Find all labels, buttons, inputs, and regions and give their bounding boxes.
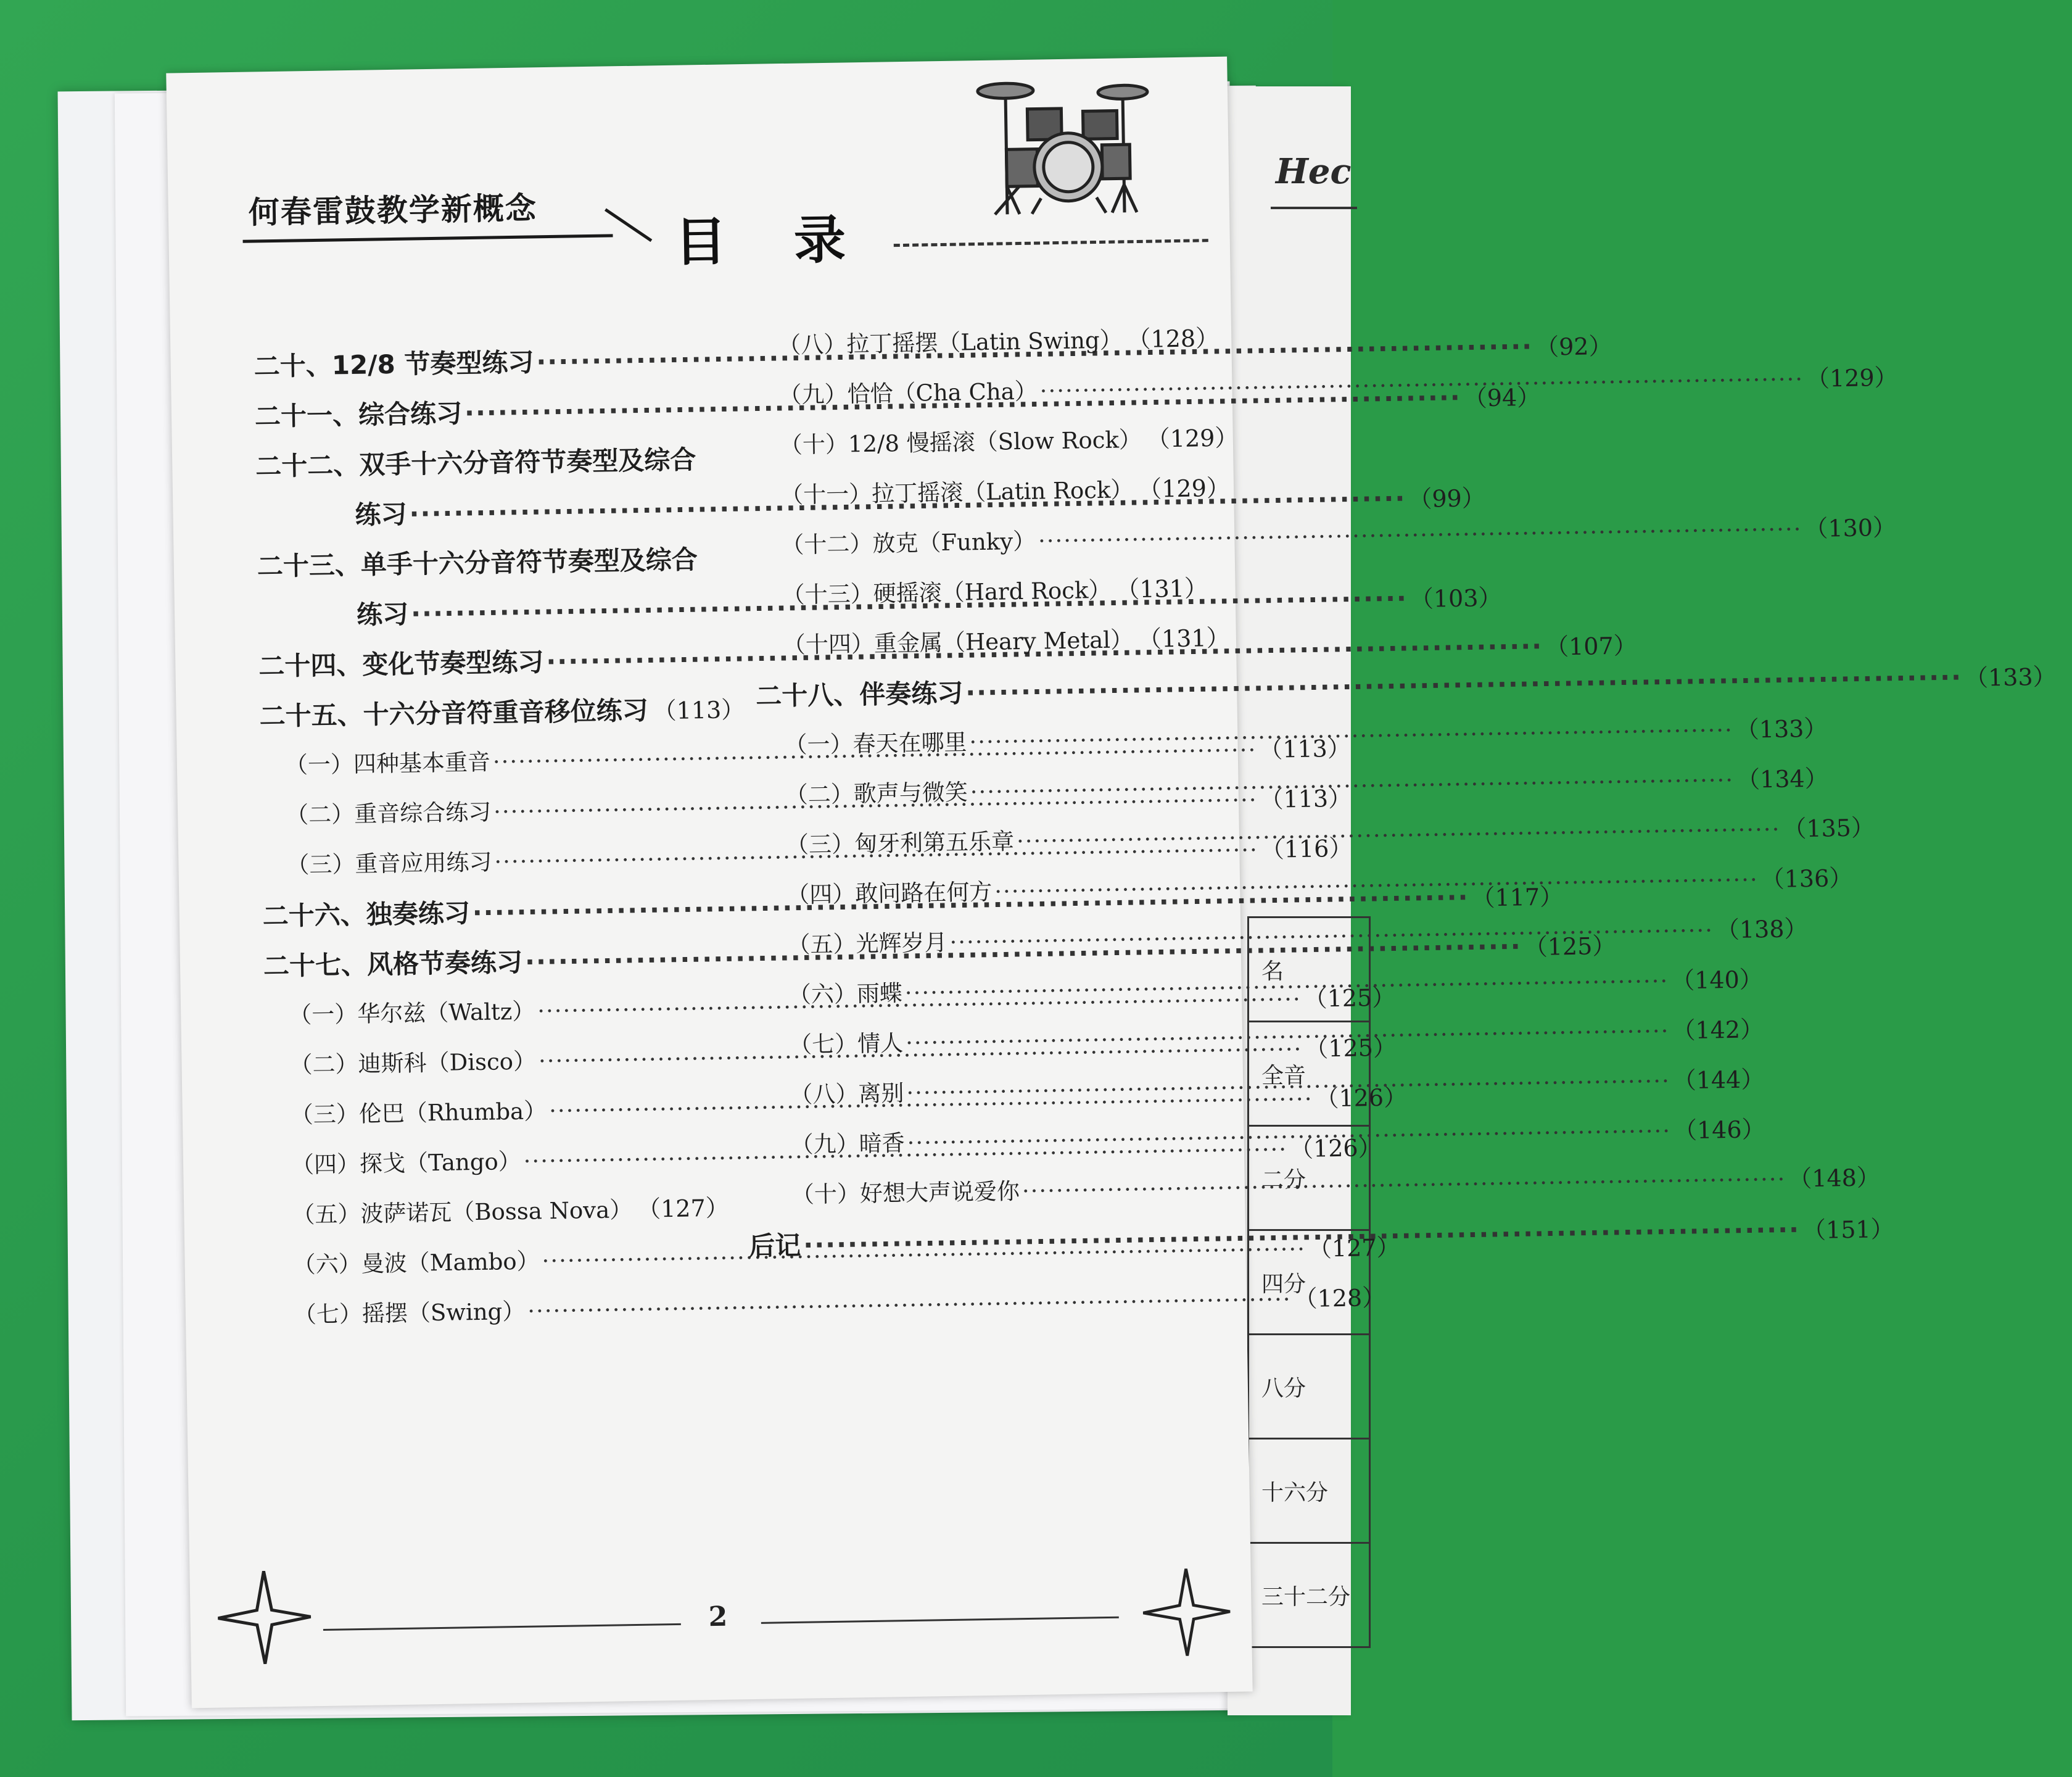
- toc-entry-label: （九）暗香: [790, 1130, 906, 1158]
- toc-entry-page: （136）: [1760, 864, 1853, 893]
- toc-entry-label: （三）伦巴（Rhumba）: [290, 1098, 547, 1129]
- right-table-cell: 名: [1249, 917, 1370, 1022]
- toc-entry: [782, 570, 1208, 610]
- toc-entry-page: （134）: [1736, 764, 1828, 793]
- toc-entry-label: （六）曼波（Mambo）: [292, 1248, 540, 1278]
- footer-rule-right: [761, 1617, 1119, 1624]
- toc-entry-label: （四）敢问路在何方: [786, 878, 993, 909]
- toc-entry-page: （140）: [1670, 966, 1764, 995]
- toc-entry-label: （八）拉丁摇摆（Latin Swing）: [778, 326, 1123, 359]
- toc-entry-page: （135）: [1783, 814, 1875, 843]
- toc-entry-label: （二）重音综合练习: [285, 798, 492, 829]
- toc-entry-page: （107）: [1545, 632, 1638, 661]
- right-table-cell: 十六分: [1249, 1439, 1370, 1543]
- toc-entry-label: （一）华尔兹（Waltz）: [288, 998, 535, 1029]
- toc-entry: [755, 663, 2057, 713]
- toc-entry-label: 二十二、双手十六分音符节奏型及综合: [255, 444, 696, 482]
- toc-entry-page: （125）: [1303, 984, 1396, 1013]
- right-table-cell: 四分: [1249, 1230, 1370, 1335]
- toc-entry-label: 二十、12/8 节奏型练习: [254, 347, 534, 382]
- toc-leader-dots: [965, 662, 1963, 708]
- toc-leader-dots: [1113, 577, 1114, 603]
- toc-leader-dots: [970, 767, 1734, 805]
- footer-rule-left: [323, 1623, 681, 1631]
- toc-entry: [778, 320, 1220, 360]
- toc-entry: [780, 470, 1231, 510]
- toc-entry-page: （126）: [1315, 1083, 1408, 1112]
- toc-entry-page: （94）: [1463, 383, 1541, 412]
- toc-leader-dots: [1038, 516, 1802, 554]
- toc-entry-page: （113）: [1260, 784, 1352, 813]
- toc-entry-label: 二十三、单手十六分音符节奏型及综合: [257, 544, 698, 582]
- right-page-title: Hec: [1276, 151, 1352, 192]
- toc-entry-page: （99）: [1408, 484, 1486, 513]
- toc-entry-page: （133）: [1735, 715, 1828, 744]
- star-decoration-icon: [1140, 1565, 1234, 1659]
- toc-leader-dots: [527, 1286, 1292, 1324]
- toc-entry-page: （113）: [1258, 734, 1352, 763]
- toc-entry-label: （五）波萨诺瓦（Bossa Nova）: [292, 1196, 633, 1228]
- toc-entry-label: （四）探戈（Tango）: [291, 1148, 522, 1178]
- toc-entry-page: （131）: [1116, 574, 1208, 603]
- toc-entry-page: （142）: [1672, 1016, 1764, 1045]
- right-table-cell: 二分: [1249, 1126, 1370, 1230]
- toc-entry-page: （116）: [1260, 834, 1353, 863]
- toc-entry-label: （九）恰恰（Cha Cha）: [778, 378, 1038, 409]
- toc-entry: [259, 689, 745, 734]
- toc-leader-dots: [969, 717, 1733, 755]
- toc-entry-label: （二）迪斯科（Disco）: [289, 1048, 537, 1079]
- toc-entry-label: 二十一、综合练习: [254, 398, 463, 432]
- toc-entry-page: （144）: [1672, 1066, 1765, 1095]
- series-title: 何春雷鼓教学新概念: [248, 190, 538, 231]
- star-decoration-icon: [214, 1567, 314, 1667]
- toc-entry-page: （125）: [1524, 932, 1616, 961]
- page-title: 目 录: [674, 209, 871, 273]
- toc-entry-label: 二十四、变化节奏型练习: [258, 647, 544, 682]
- toc-entry-page: （146）: [1673, 1116, 1765, 1145]
- toc-entry-page: （131）: [1137, 624, 1230, 653]
- toc-entry-page: （125）: [1305, 1033, 1397, 1062]
- toc-leader-dots: [1017, 816, 1781, 855]
- toc-entry-label: 二十七、风格节奏练习: [263, 946, 523, 982]
- right-table-cell: 三十二分: [1249, 1543, 1370, 1647]
- toc-entry-label: 二十五、十六分音符重音移位练习: [259, 695, 649, 732]
- toc-entry-label: （八）离别: [790, 1080, 904, 1108]
- page-number: 2: [708, 1601, 728, 1633]
- toc-entry: [292, 1189, 730, 1230]
- toc-entry-label: （十三）硬摇滚（Hard Rock）: [782, 576, 1112, 609]
- right-page-rule: [1271, 207, 1357, 209]
- toc-entry-page: （129）: [1137, 474, 1231, 503]
- toc-entry-label: （十）好想大声说爱你: [791, 1178, 1020, 1208]
- toc-entry-page: （113）: [653, 696, 745, 725]
- toc-entry-label: （十）12/8 慢摇滚（Slow Rock）: [779, 426, 1142, 459]
- toc-entry-page: （128）: [1294, 1283, 1386, 1313]
- toc-leader-dots: [650, 695, 651, 725]
- toc-entry-label: （二）歌声与微笑: [785, 779, 968, 809]
- toc-entry-label: 后记: [748, 1230, 801, 1262]
- toc-entry: [779, 420, 1239, 460]
- toc-entry-label: （六）雨蝶: [788, 980, 903, 1009]
- toc-entry-label: （十二）放克（Funky）: [781, 528, 1036, 559]
- toc-leader-dots: [1022, 1166, 1786, 1204]
- toc-entry-page: （127）: [637, 1194, 730, 1223]
- toc-entry-label: （七）摇摆（Swing）: [293, 1298, 526, 1328]
- toc-entry: [782, 619, 1230, 660]
- toc-entry-page: （133）: [1964, 663, 2057, 692]
- toc-entry-page: （126）: [1289, 1133, 1382, 1163]
- title-dash-line: [894, 239, 1208, 247]
- toc-entry-page: （92）: [1535, 332, 1612, 361]
- toc-entry-label: 二十八、伴奏练习: [755, 677, 964, 711]
- toc-entry-page: （151）: [1802, 1215, 1894, 1245]
- toc-entry-label: （五）光辉岁月: [787, 929, 947, 959]
- toc-entry-label: （一）四种基本重音: [284, 748, 491, 779]
- toc-entry-page: （129）: [1806, 363, 1898, 392]
- right-table-cell: 八分: [1249, 1335, 1370, 1439]
- toc-entry-label: （十一）拉丁摇滚（Latin Rock）: [780, 476, 1134, 509]
- toc-entry-page: （103）: [1410, 584, 1502, 613]
- toc-entry-label: 二十六、独奏练习: [262, 898, 471, 932]
- toc-entry-page: （129）: [1146, 424, 1239, 453]
- toc-entry: [255, 439, 712, 484]
- drum-kit-icon: [968, 73, 1156, 218]
- toc-entry-page: （128）: [1127, 324, 1220, 354]
- toc-entry-label: （七）情人: [788, 1030, 904, 1059]
- right-table-cell: 全音: [1249, 1022, 1370, 1126]
- toc-entry-label: 练习: [355, 499, 407, 530]
- toc-entry-page: （138）: [1715, 915, 1808, 944]
- toc-entry: [781, 513, 1897, 560]
- toc-entry-label: （一）春天在哪里: [784, 729, 967, 759]
- toc-entry-page: （130）: [1804, 513, 1897, 543]
- toc-entry-label: （十四）重金属（Heary Metal）: [782, 626, 1134, 659]
- toc-entry-label: 练习: [356, 599, 409, 630]
- toc-entry-label: （三）重音应用练习: [286, 848, 492, 879]
- toc-entry-page: （148）: [1788, 1164, 1881, 1193]
- toc-entry-page: （117）: [1471, 883, 1564, 912]
- toc-entry-label: （三）匈牙利第五乐章: [785, 828, 1015, 859]
- toc-entry: [257, 539, 714, 584]
- toc-entry-page: （127）: [1308, 1233, 1400, 1262]
- series-underline: [243, 234, 613, 242]
